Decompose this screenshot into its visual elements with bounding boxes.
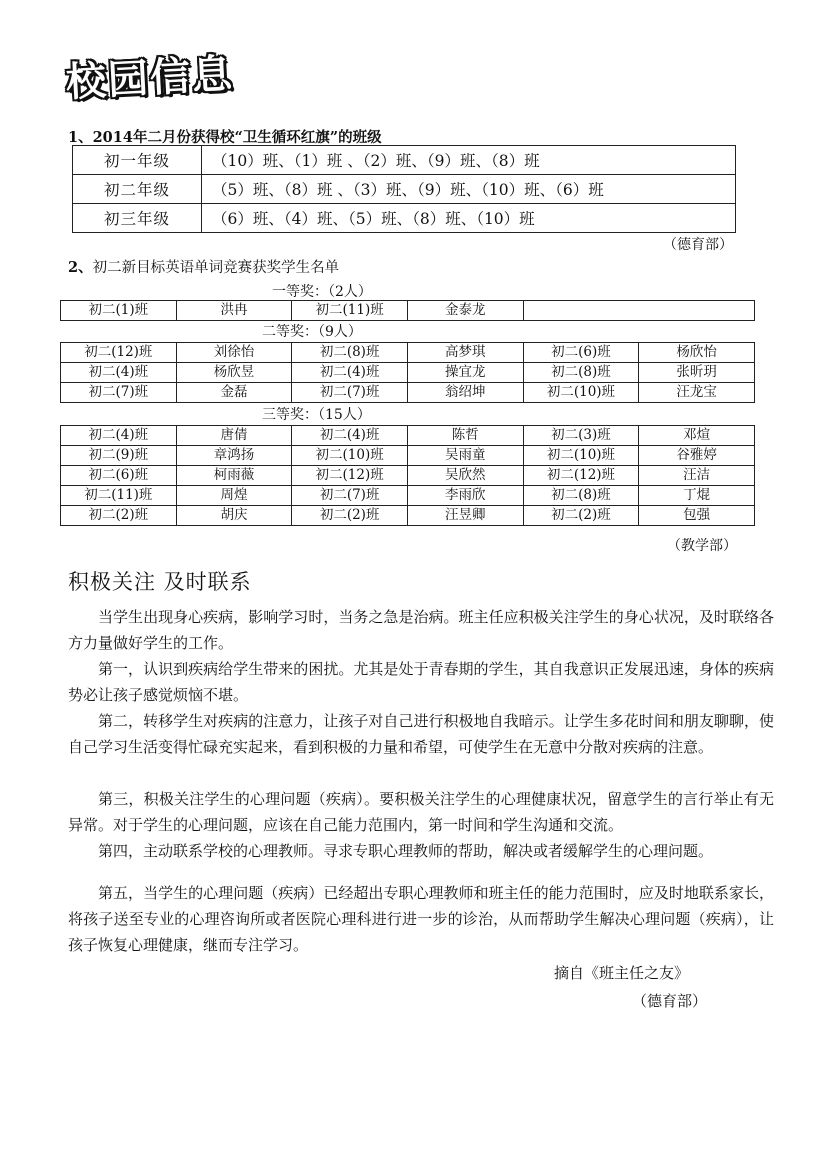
item2-heading [68, 256, 339, 277]
classes-cell: （6）班、（4）班、（5）班、（8）班、（10）班 [202, 204, 736, 233]
empty-cell [523, 301, 754, 321]
student-cell: 金磊 [176, 383, 292, 403]
table-row [73, 146, 736, 175]
table-row [61, 383, 755, 403]
class-cell: 初二(1)班 [61, 301, 177, 321]
student-cell: 杨欣昱 [176, 363, 292, 383]
table-row [61, 363, 755, 383]
class-cell: 初二(8)班 [523, 486, 639, 506]
first-prize-table [60, 300, 755, 321]
student-cell: 洪冉 [176, 301, 292, 321]
article-paragraph: 第二，转移学生对疾病的注意力，让孩子对自己进行积极地自我暗示。让学生多花时间和朋友聊聊，使自己学习生活变得忙碌充实起来，看到积极的力量和希望，可使学生在无意中分散对疾病的注意。 [68, 712, 774, 756]
student-cell: 汪龙宝 [639, 383, 755, 403]
student-cell: 丁焜 [639, 486, 755, 506]
item2-heading-text: 初二新目标英语单词竞赛获奖学生名单 [92, 260, 340, 276]
student-cell: 章鸿扬 [176, 446, 292, 466]
class-cell: 初二(2)班 [292, 506, 408, 526]
student-cell: 李雨欣 [407, 486, 523, 506]
table-row [61, 446, 755, 466]
student-cell: 谷雅婷 [639, 446, 755, 466]
article-paragraph: 第四，主动联系学校的心理教师。寻求专职心理教师的帮助，解决或者缓解学生的心理问题。 [98, 842, 714, 860]
class-cell: 初二(2)班 [523, 506, 639, 526]
first-prize-label: 一等奖：（2人） [272, 284, 372, 300]
student-cell: 汪昱卿 [407, 506, 523, 526]
class-cell: 初二(6)班 [523, 343, 639, 363]
student-cell: 柯雨薇 [176, 466, 292, 486]
class-cell: 初二(8)班 [292, 343, 408, 363]
class-cell: 初二(2)班 [61, 506, 177, 526]
third-prize-table [60, 425, 755, 526]
table-row [61, 466, 755, 486]
third-prize-label: 三等奖：（15人） [262, 407, 371, 423]
grade-cell: 初二年级 [73, 175, 202, 204]
section-title-logo: 校园信息 [64, 51, 236, 106]
student-cell: 杨欣怡 [639, 343, 755, 363]
table-row [73, 175, 736, 204]
student-cell: 吴雨童 [407, 446, 523, 466]
classes-cell: （5）班、（8）班 、（3）班、（9）班、（10）班、（6）班 [202, 175, 736, 204]
student-cell: 刘徐怡 [176, 343, 292, 363]
table-row [73, 204, 736, 233]
class-cell: 初二(4)班 [292, 363, 408, 383]
item2-dept: （教学部） [667, 538, 737, 554]
item1-dept: （德育部） [663, 237, 733, 253]
student-cell: 吴欣然 [407, 466, 523, 486]
student-cell: 高梦琪 [407, 343, 523, 363]
table-row [61, 506, 755, 526]
student-cell: 汪洁 [639, 466, 755, 486]
article-paragraph: 第五，当学生的心理问题（疾病）已经超出专职心理教师和班主任的能力范围时，应及时地联系家长，将孩子送至专业的心理咨询所或者医院心理科进行进一步的诊治，从而帮助学生解决心理问题（疾病），让孩子恢复心理健康，继而专注学习。 [68, 884, 774, 954]
classes-cell: （10）班、（1）班 、（2）班、（9）班、（8）班 [202, 146, 736, 175]
class-cell: 初二(3)班 [523, 426, 639, 446]
class-cell: 初二(10)班 [523, 383, 639, 403]
class-cell: 初二(12)班 [61, 343, 177, 363]
article-title: 积极关注 及时联系 [68, 570, 252, 594]
second-prize-table [60, 342, 755, 403]
student-cell: 陈哲 [407, 426, 523, 446]
student-cell: 操宜龙 [407, 363, 523, 383]
table-row [61, 343, 755, 363]
item1-heading: 1、2014年二月份获得校“卫生循环红旗”的班级 [68, 129, 382, 146]
article-source: 摘自《班主任之友》 [554, 964, 690, 982]
item2-heading-number: 2、 [68, 259, 93, 276]
class-cell: 初二(10)班 [292, 446, 408, 466]
student-cell: 邓煊 [639, 426, 755, 446]
class-cell: 初二(11)班 [61, 486, 177, 506]
student-cell: 张昕玥 [639, 363, 755, 383]
class-cell: 初二(8)班 [523, 363, 639, 383]
article-paragraph: 第三，积极关注学生的心理问题（疾病）。要积极关注学生的心理健康状况，留意学生的言行举止有无异常。对于学生的心理问题，应该在自己能力范围内，第一时间和学生沟通和交流。 [68, 790, 774, 834]
class-cell: 初二(11)班 [292, 301, 408, 321]
class-cell: 初二(7)班 [292, 486, 408, 506]
table-row [61, 426, 755, 446]
student-cell: 唐倩 [176, 426, 292, 446]
class-cell: 初二(9)班 [61, 446, 177, 466]
class-cell: 初二(4)班 [292, 426, 408, 446]
class-cell: 初二(4)班 [61, 363, 177, 383]
student-cell: 胡庆 [176, 506, 292, 526]
student-cell: 周煌 [176, 486, 292, 506]
hygiene-flag-table [72, 145, 736, 233]
student-cell: 包强 [639, 506, 755, 526]
second-prize-label: 二等奖：（9人） [262, 324, 362, 340]
student-cell: 金泰龙 [407, 301, 523, 321]
grade-cell: 初三年级 [73, 204, 202, 233]
grade-cell: 初一年级 [73, 146, 202, 175]
class-cell: 初二(4)班 [61, 426, 177, 446]
article-paragraph: 第一，认识到疾病给学生带来的困扰。尤其是处于青春期的学生，其自我意识正发展迅速，身体的疾病势必让孩子感觉烦恼不堪。 [68, 660, 774, 704]
table-row [61, 301, 755, 321]
student-cell: 翁绍坤 [407, 383, 523, 403]
table-row [61, 486, 755, 506]
class-cell: 初二(10)班 [523, 446, 639, 466]
class-cell: 初二(7)班 [292, 383, 408, 403]
class-cell: 初二(6)班 [61, 466, 177, 486]
class-cell: 初二(12)班 [523, 466, 639, 486]
article-paragraph: 当学生出现身心疾病，影响学习时，当务之急是治病。班主任应积极关注学生的身心状况，及时联络各方力量做好学生的工作。 [68, 608, 774, 652]
class-cell: 初二(7)班 [61, 383, 177, 403]
article-dept: （德育部） [632, 992, 708, 1010]
class-cell: 初二(12)班 [292, 466, 408, 486]
